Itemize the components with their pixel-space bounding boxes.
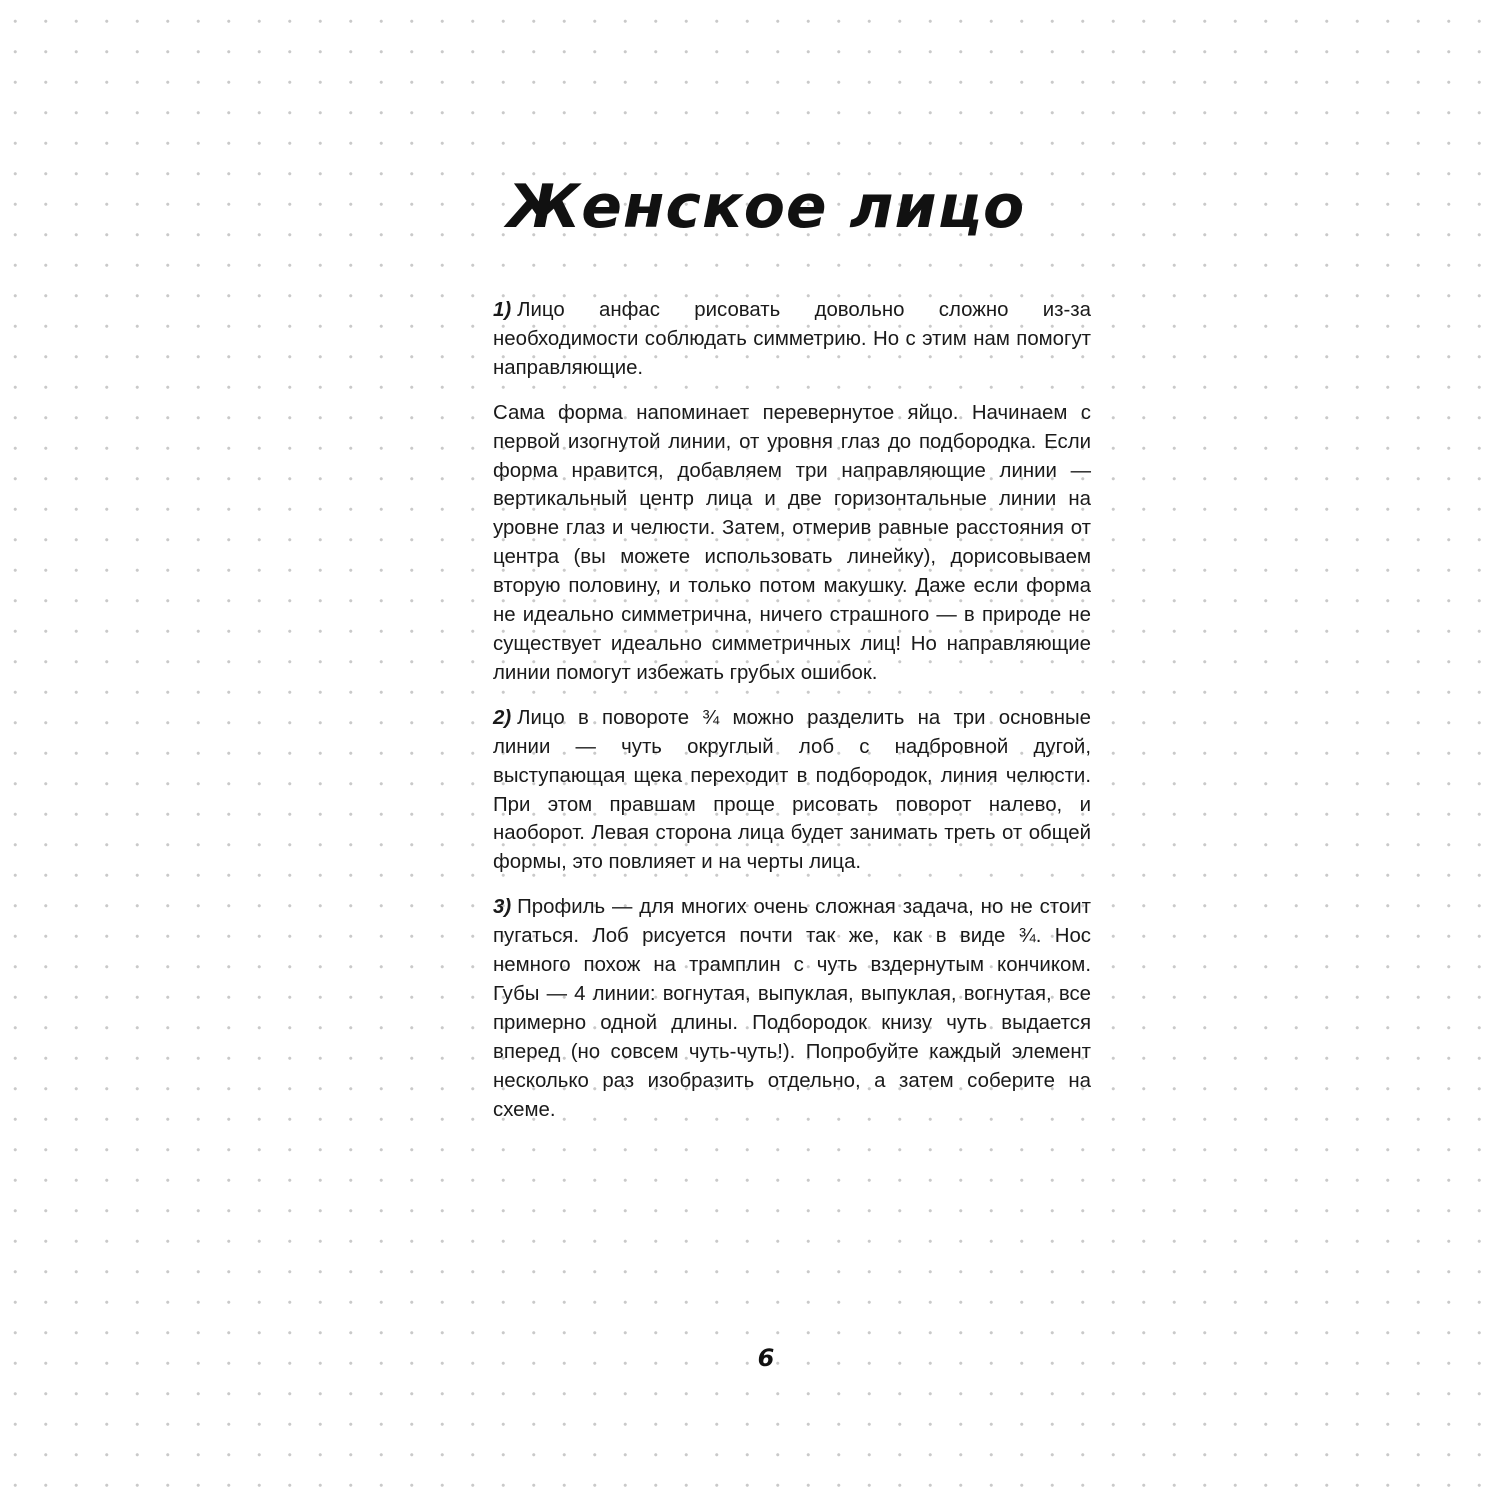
paragraph-text: Лицо в повороте ¾ можно разделить на три основные линии — чуть округлый лоб с надбровной дугой, выступающая щека переходит в подбородок, линия челюсти. При этом правшам проще рисовать поворот налево, и наоборот. Левая сторона лица будет занимать треть от общей формы, это повлияет и на черты лица. [493,706,1091,874]
section-number: 3) [493,896,512,919]
page-body [493,296,1091,1140]
section-3-paragraph-1 [493,893,1091,1124]
section-number: 1) [493,299,512,321]
section-2-paragraph-1 [493,704,1091,877]
section-1-paragraph-2: Сама форма напоминает перевернутое яйцо. Начинаем с первой изогнутой линии, от уровня глаз до подбородка. Если форма нравится, добавляем три направляющие линии — вертикальный центр лица и две горизонтальные линии на уровне глаз и челюсти. Затем, отмерив равные расстояния от центра (вы можете использовать линейку), дорисовываем вторую половину, и только потом макушку. Даже если форма не идеально симметрична, ничего страшного — в природе не существует идеально симметричных лиц! Но направляющие линии помогут избежать грубых ошибок. [493,401,1091,684]
paragraph-text: Лицо анфас рисовать довольно сложно из-за необходимости соблюдать симметрию. Но с этим нам помогут направляющие. [493,299,1091,379]
section-number: 2) [493,706,512,729]
page-title: Женское лицо [506,172,1026,242]
paragraph-text: Профиль — для многих очень сложная задача, но не стоит пугаться. Лоб рисуется почти так же, как в виде ¾. Нос немного похож на трамплин с чуть вздернутым кончиком. Губы — 4 линии: вогнутая, выпуклая, выпуклая, вогнутая, все примерно одной длины. Подбородок книзу чуть выдается вперед (но совсем чуть-чуть!). Попробуйте каждый элемент несколько раз изобразить отдельно, а затем соберите на схеме. [493,896,1091,1121]
section-1-paragraph-1 [493,296,1091,383]
page-number: 6 [757,1344,775,1372]
